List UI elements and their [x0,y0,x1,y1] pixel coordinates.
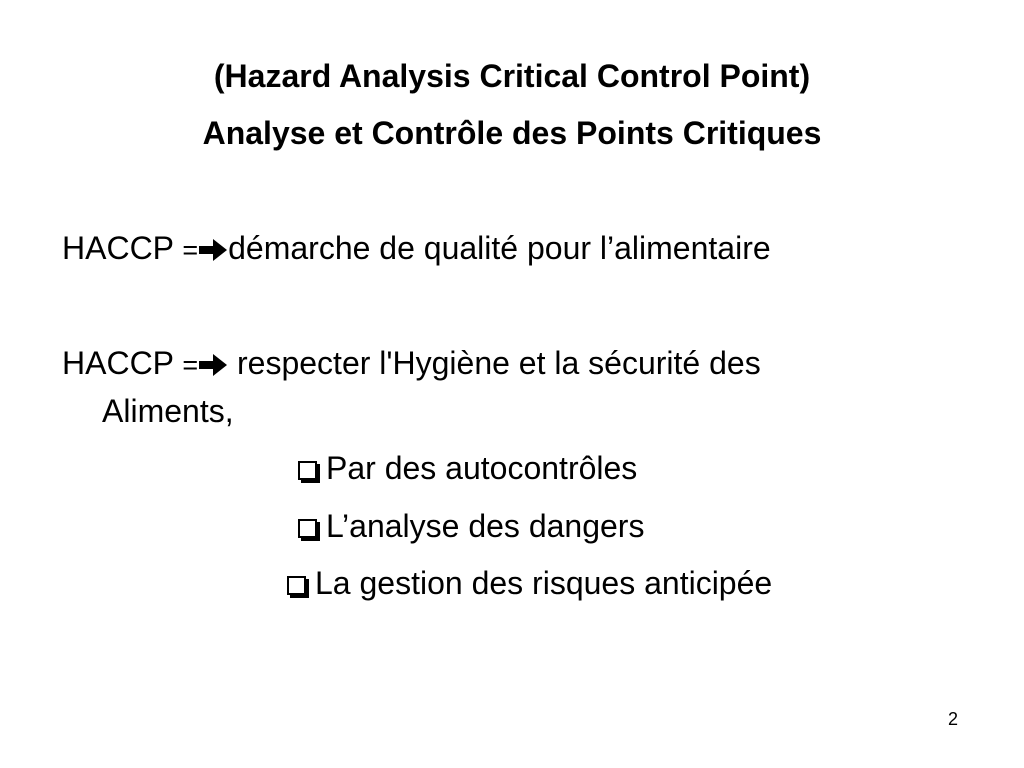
page-number: 2 [948,709,959,729]
right-arrow-icon [198,346,228,386]
title-line-1: (Hazard Analysis Critical Control Point) [213,58,811,94]
bullet-text: L’analyse des dangers [326,508,645,544]
equals-sign: = [182,235,199,265]
definition-2 [62,343,761,386]
checkbox-icon [287,576,306,595]
definition-term: HACCP [62,345,174,381]
definition-text: respecter l'Hygiène et la sécurité des [228,345,761,381]
equals-sign: = [182,350,199,380]
definition-1 [62,228,771,271]
definition-text: démarche de qualité pour l’alimentaire [228,230,771,266]
bullet-text: La gestion des risques anticipée [315,565,773,601]
definition-term: HACCP [62,230,174,266]
title-line-2: Analyse et Contrôle des Points Critiques [202,115,822,151]
checkbox-icon [298,461,317,480]
definition-2-continuation: Aliments, [102,393,234,429]
bullet-item [298,506,644,546]
bullet-item [298,448,637,488]
bullet-text: Par des autocontrôles [326,450,638,486]
bullet-item [287,563,772,603]
right-arrow-icon [198,231,228,271]
checkbox-icon [298,519,317,538]
